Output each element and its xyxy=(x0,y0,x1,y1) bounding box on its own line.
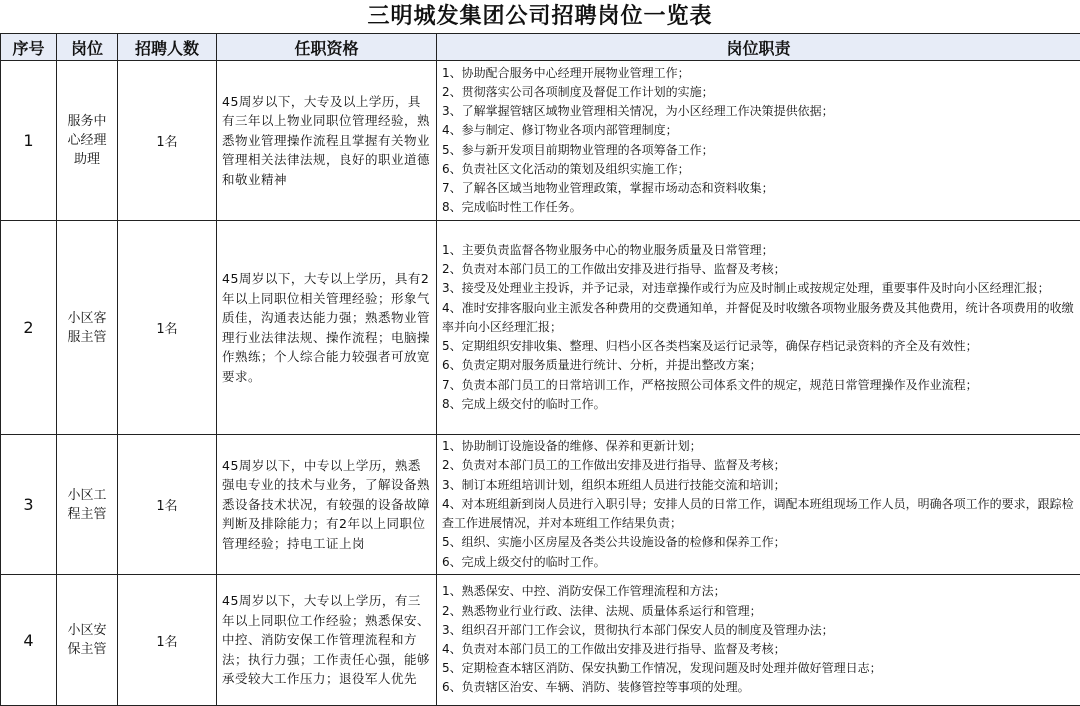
page-title: 三明城发集团公司招聘岗位一览表 xyxy=(367,3,713,29)
duty-item: 6、负责定期对服务质量进行统计、分析，并提出整改方案； xyxy=(442,358,762,373)
recruitment-table xyxy=(0,33,1080,706)
duty-item: 7、负责本部门员工的日常培训工作，严格按照公司体系文件的规定，规范日常管理操作及作业流程； xyxy=(442,377,978,392)
duties-cell xyxy=(437,221,1080,435)
duty-item: 4、负责对本部门员工的工作做出安排及进行指导、监督及考核； xyxy=(442,642,786,656)
position-name: 小区安保主管 xyxy=(57,575,118,706)
duty-item: 4、参与制定、修订物业各项内部管理制度； xyxy=(442,123,678,138)
qualification-text: 45周岁以下，大专及以上学历，具有三年以上物业同职位管理经验，熟悉物业管理操作流程且掌握有关物业管理相关法律法规，良好的职业道德和敬业精神 xyxy=(217,61,437,221)
table-row xyxy=(1,221,1080,435)
duty-item: 1、熟悉保安、中控、消防安保工作管理流程和方法； xyxy=(442,584,726,599)
row-number: 4 xyxy=(1,575,57,706)
table-row xyxy=(1,575,1080,706)
duty-item: 3、制订本班组培训计划，组织本班组人员进行技能交流和培训； xyxy=(442,477,786,492)
duty-item: 6、负责社区文化活动的策划及组织实施工作； xyxy=(442,161,690,176)
position-name: 服务中心经理助理 xyxy=(57,61,118,221)
hire-count: 1名 xyxy=(118,575,217,706)
duty-item: 3、组织召开部门工作会议，贯彻执行本部门保安人员的制度及管理办法； xyxy=(442,622,834,637)
duty-item: 6、负责辖区治安、车辆、消防、装修管控等事项的处理。 xyxy=(442,680,750,695)
duty-item: 2、熟悉物业行业行政、法律、法规、质量体系运行和管理； xyxy=(442,603,762,618)
hire-count: 1名 xyxy=(118,221,217,435)
duty-item: 1、协助制订设施设备的维修、保养和更新计划； xyxy=(442,439,702,454)
duty-item: 2、负责对本部门员工的工作做出安排及进行指导、监督及考核； xyxy=(442,458,786,473)
duty-item: 5、定期组织安排收集、整理、归档小区各类档案及运行记录等，确保存档记录资料的齐全及有效性； xyxy=(442,339,978,354)
duty-item: 1、协助配合服务中心经理开展物业管理工作； xyxy=(442,65,690,80)
table-row xyxy=(1,61,1080,221)
duty-item: 3、了解掌握管辖区域物业管理相关情况，为小区经理工作决策提供依据； xyxy=(442,104,834,119)
row-number: 1 xyxy=(1,61,57,221)
duty-item: 2、负责对本部门员工的工作做出安排及进行指导、监督及考核； xyxy=(442,262,786,277)
qualification-text: 45周岁以下，大专以上学历，有三年以上同职位工作经验；熟悉保安、中控、消防安保工作管理流程和方法；执行力强；工作责任心强，能够承受较大工作压力；退役军人优先 xyxy=(217,575,437,706)
qualification-text: 45周岁以下，中专以上学历，熟悉强电专业的技术与业务，了解设备熟悉设备技术状况，有较强的设备故障判断及排除能力；有2年以上同职位管理经验；持电工证上岗 xyxy=(217,435,437,575)
duties-cell xyxy=(437,575,1080,706)
duty-item: 4、对本班组新到岗人员进行入职引导；安排人员的日常工作，调配本班组现场工作人员，明确各项工作的要求，跟踪检查工作进展情况，并对本班组工作结果负责； xyxy=(442,496,1074,531)
header-position: 岗位 xyxy=(57,34,118,61)
table-header-row xyxy=(1,34,1080,61)
duty-item: 8、完成上级交付的临时工作。 xyxy=(442,396,606,411)
duty-item: 3、接受及处理业主投诉，并予记录，对违章操作或行为应及时制止或按规定处理，重要事件及时向小区经理汇报； 4、准时安排客服向业主派发各种费用的交费通知单，并督促及时收缴各项物业服务费及其他费用，统计各项费用的收缴率并向小区经理汇报； xyxy=(442,281,1074,334)
duty-item: 5、参与新开发项目前期物业管理的各项筹备工作； xyxy=(442,142,714,157)
duty-item: 1、主要负责监督各物业服务中心的物业服务质量及日常管理； xyxy=(442,243,774,258)
duty-item: 7、了解各区域当地物业管理政策，掌握市场动态和资料收集； xyxy=(442,180,774,195)
duty-item: 8、完成临时性工作任务。 xyxy=(442,200,582,215)
header-no: 序号 xyxy=(1,34,57,61)
position-name: 小区工程主管 xyxy=(57,435,118,575)
duty-item: 2、贯彻落实公司各项制度及督促工作计划的实施； xyxy=(442,84,714,99)
row-number: 2 xyxy=(1,221,57,435)
header-count: 招聘人数 xyxy=(118,34,217,61)
duties-cell xyxy=(437,61,1080,221)
position-name: 小区客服主管 xyxy=(57,221,118,435)
duty-item: 5、组织、实施小区房屋及各类公共设施设备的检修和保养工作； xyxy=(442,535,786,550)
header-qualification: 任职资格 xyxy=(217,34,437,61)
qualification-text: 45周岁以下，大专以上学历，具有2年以上同职位相关管理经验；形象气质佳，沟通表达能力强；熟悉物业管理行业法律法规、操作流程；电脑操作熟练；个人综合能力较强者可放宽要求。 xyxy=(217,221,437,435)
duty-item: 6、完成上级交付的临时工作。 xyxy=(442,554,606,569)
row-number: 3 xyxy=(1,435,57,575)
hire-count: 1名 xyxy=(118,435,217,575)
duties-cell xyxy=(437,435,1080,575)
table-row xyxy=(1,435,1080,575)
hire-count: 1名 xyxy=(118,61,217,221)
duty-item: 5、定期检查本辖区消防、保安执勤工作情况，发现问题及时处理并做好管理日志； xyxy=(442,661,882,676)
header-duties: 岗位职责 xyxy=(437,34,1080,61)
